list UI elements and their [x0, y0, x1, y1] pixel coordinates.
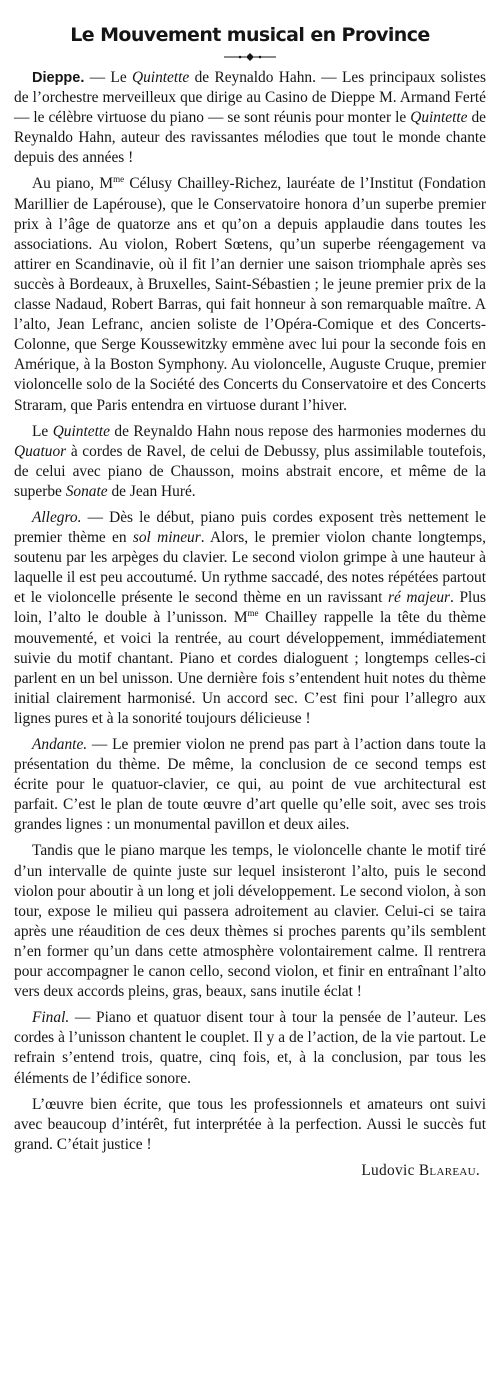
text-run: de Reynaldo Hahn, auteur des ravissantes mélodies que tout le monde chante depuis des années !	[14, 109, 487, 167]
work-title: Quatuor	[14, 442, 67, 460]
text-run: — Le	[84, 69, 132, 86]
article-body	[14, 68, 486, 1181]
work-title: Quintette	[131, 69, 190, 86]
ornament-divider-icon	[220, 52, 280, 62]
author-signature	[14, 1161, 486, 1181]
abbreviation-superscript: me	[247, 608, 259, 619]
text-run: de Reynaldo Hahn. — Les principaux solistes de l’orchestre merveilleux que dirige au Casino de Dieppe M. Armand Ferté — le célèbre virtuose du piano — se sont réunis pour monter le	[14, 69, 486, 127]
text-run: Chailley rappelle la tête du thème mouvementé, et voici la rentrée, au court développement, immédiatement suivie du motif chantant. Piano et cordes dialoguent ; longtemps celles-ci parlent en un bel unisson. Une dernière fois s’entendent huit notes du thème initial clairement harmonisé. Un accord sec. C’est fini pour l’allegro aux lignes pures et à la sonorité toujours délicieuse !	[14, 609, 486, 727]
page-title: Le Mouvement musical en Province	[70, 24, 430, 46]
work-title: Quintette	[52, 422, 110, 440]
place-heading: Dieppe.	[32, 70, 85, 86]
text-run: . Alors, le premier violon chante longtemps, soutenu par les arpèges du clavier. Le second violon grimpe à une hauteur à laquelle il est peu accoutumé. Un rythme saccadé, des notes répétées partout et le violoncelle présente le second thème en un ravissant	[14, 529, 486, 607]
paragraph-andante-continued	[14, 841, 486, 1002]
paragraph-allegro	[14, 508, 486, 729]
paragraph-andante	[14, 735, 486, 835]
work-title: Sonate	[65, 482, 108, 500]
paragraph-dieppe-intro	[14, 68, 486, 168]
text-run: de Jean Huré.	[107, 482, 196, 500]
musical-key: sol mineur	[132, 529, 201, 547]
musical-key: ré majeur	[388, 589, 451, 607]
paragraph-final	[14, 1008, 486, 1088]
movement-heading: Final.	[32, 1009, 70, 1027]
text-run: Au piano, M	[32, 175, 114, 193]
text-run: à cordes de Ravel, de celui de Debussy, plus assimilable toutefois, de celui avec piano de Chausson, moins abstrait encore, et même de la superbe	[14, 442, 486, 500]
text-run: de Reynaldo Hahn nous repose des harmonies modernes du	[109, 422, 486, 440]
text-run: Tandis que le piano marque les temps, le violoncelle chante le motif tiré d’un intervalle de quinte juste sur lequel insisteront l’alto, puis le second violon pour aboutir à un long et joli développement. Le second violon, à son tour, expose le milieu qui passera adroitement au clavier. Celui-ci se taira après une réaudition de ces deux thèmes si proches parents qu’ils semblent n’en former qu’un dans cette atmosphère volontairement calme. Il rentrera pour accompagner le canon cello, second violon, et finir en entraînant l’alto vers deux accords pleins, gras, beaux, sans inutile éclat !	[14, 842, 486, 1001]
author-first-name: Ludovic	[361, 1161, 419, 1179]
text-run: L’œuvre bien écrite, que tous les professionnels et amateurs ont suivi avec beaucoup d’intérêt, fut interprétée à la perfection. Aussi le succès fut grand. C’était justice !	[14, 1095, 486, 1153]
work-title: Quintette	[410, 109, 468, 127]
text-run: — Dès le début, piano puis cordes exposent très nettement le premier thème en	[14, 508, 486, 547]
movement-heading: Andante.	[32, 736, 88, 753]
paragraph-performers	[14, 174, 486, 415]
paragraph-comparison	[14, 422, 486, 502]
text-run: Célusy Chailley-Richez, lauréate de l’Institut (Fondation Marillier de Lapérouse), que le Conservatoire honora d’un superbe premier prix à l’âge de quatorze ans et qu’on a depuis applaudie dans toutes les associations. Au violon, Robert Sœtens, qu’un superbe réengagement va attirer en Scandinavie, où il fit l’an dernier une saison triomphale après ses succès à Bordeaux, à Bruxelles, Saint-Sébastien ; le jeune premier prix de la classe Nadaud, Robert Barras, qui fait honneur à son remarquable maître. A l’alto, Jean Lefranc, ancien soliste de l’Opéra-Comique et des Concerts-Colonne, que Serge Koussewitzky emmène avec lui pour la seconde fois en Amérique, à la Boston Symphony. Au violoncelle, Auguste Cruque, premier violoncelle solo de la Société des Concerts du Conservatoire et des Concerts Straram, que Paris entendra en virtuose durant l’hiver.	[14, 175, 487, 414]
signature-period: .	[475, 1161, 480, 1179]
text-run: Le	[32, 422, 53, 440]
text-run: — Piano et quatuor disent tour à tour la pensée de l’auteur. Les cordes à l’unisson chantent le couplet. Il y a de l’action, de la vie partout. Le refrain s’entend trois, quatre, cinq fois, et, à la conclusion, par tous les éléments de l’édifice sonore.	[14, 1009, 486, 1087]
text-run: — Le premier violon ne prend pas part à l’action dans toute la présentation du thème. De même, la conclusion de ce second temps est écrite pour le quatuor-clavier, ce qui, au point de vue architectural est parfait. C’est le plan de toute œuvre d’art quelle qu’elle soit, avec ses trois grandes lignes : un monumental pavillon et deux ailes.	[14, 736, 486, 834]
paragraph-conclusion	[14, 1095, 486, 1155]
movement-heading: Allegro.	[32, 508, 82, 526]
author-last-name: Blareau	[418, 1161, 476, 1179]
text-run: . Plus loin, l’alto le double à l’unisson. M	[14, 589, 487, 627]
abbreviation-superscript: me	[113, 174, 125, 185]
